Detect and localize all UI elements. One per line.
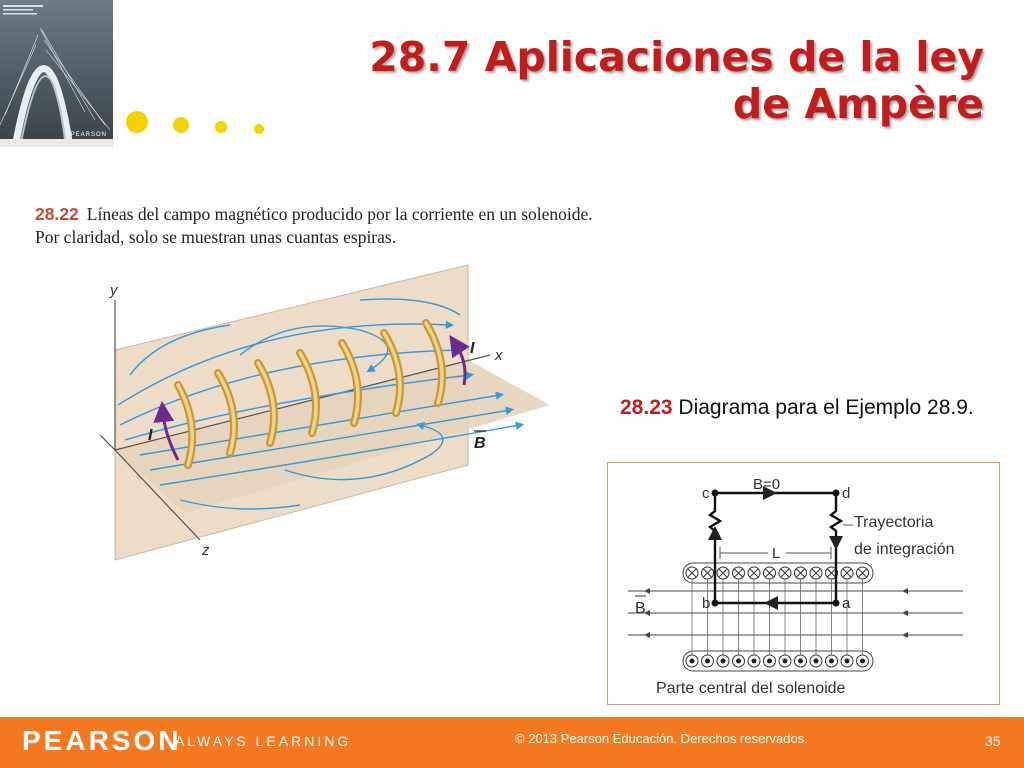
decorative-dots: [120, 108, 280, 148]
axis-z-label: z: [202, 542, 210, 559]
current-label-left: I: [148, 427, 153, 444]
cross-mark: [859, 569, 867, 577]
cross-mark: [688, 569, 696, 577]
dot-mark: [736, 659, 741, 664]
dot-mark: [767, 659, 772, 664]
book-cover-image: [0, 0, 113, 147]
cross-mark: [750, 569, 758, 577]
cross-mark: [735, 569, 743, 577]
current-out-of-page-markers: [686, 655, 869, 667]
cross-mark: [843, 569, 851, 577]
cross-mark: [797, 569, 805, 577]
point-b-label: b: [702, 595, 711, 612]
current-label-right: I: [470, 340, 475, 357]
footer-copyright: © 2013 Pearson Educación. Derechos reservados.: [515, 731, 808, 746]
slide-title-line2: de Ampère: [732, 80, 984, 128]
figure-28-22-caption-text: Líneas del campo magnético producido por la corriente en un solenoide. Por claridad, solo se muestran unas cuantas espiras.: [35, 204, 593, 247]
field-label: B: [474, 435, 486, 452]
point-d-label: d: [842, 485, 851, 502]
slide-title: [284, 34, 984, 128]
integration-path-diagram: [608, 463, 998, 703]
dot-mark: [783, 659, 788, 664]
dot-mark: [752, 659, 757, 664]
cross-mark: [781, 569, 789, 577]
cover-publisher-logo: PEARSON: [70, 132, 107, 138]
cross-mark: [704, 569, 712, 577]
footer-tagline: ALWAYS LEARNING: [175, 733, 352, 749]
current-into-page-markers: [686, 567, 869, 579]
slide-title-line1: 28.7 Aplicaciones de la ley: [369, 33, 984, 81]
figure-28-23-caption-text: Diagrama para el Ejemplo 28.9.: [678, 396, 974, 419]
cover-bottom-band: [0, 139, 113, 147]
dot-mark: [721, 659, 726, 664]
dot-mark: [705, 659, 710, 664]
point-a-label: a: [842, 595, 851, 612]
axis-x-label: x: [495, 347, 503, 364]
length-label: L: [772, 545, 781, 562]
axis-y-label: y: [110, 282, 118, 299]
pearson-logo: PEARSON: [22, 725, 182, 756]
field-lines: [628, 591, 963, 635]
dot-mark: [845, 659, 850, 664]
field-label-b: B: [635, 600, 646, 617]
path-label-line1: Trayectoria: [854, 514, 934, 531]
dot-mark: [860, 659, 865, 664]
cross-mark: [719, 569, 727, 577]
dot-mark: [798, 659, 803, 664]
figure-28-23-caption: [620, 393, 980, 422]
figure-28-22-caption: [35, 203, 610, 249]
figure-28-23-frame: [607, 462, 1000, 705]
cross-mark: [766, 569, 774, 577]
solenoid-center-label: Parte central del solenoide: [656, 680, 846, 697]
dot-mark: [690, 659, 695, 664]
coil-top-row: [683, 563, 873, 583]
bridge-illustration: [0, 0, 113, 147]
point-c-label: c: [702, 485, 710, 502]
page-number: 35: [985, 733, 1001, 749]
cross-mark: [812, 569, 820, 577]
figure-28-22-number: 28.22: [35, 204, 79, 224]
cross-mark: [828, 569, 836, 577]
dot-mark: [829, 659, 834, 664]
figure-28-23-number: 28.23: [620, 396, 673, 419]
path-label-line2: de integración: [854, 541, 955, 558]
dot-mark: [814, 659, 819, 664]
solenoid-field-diagram: [60, 255, 620, 575]
label-b-equals-zero: B=0: [753, 476, 781, 493]
